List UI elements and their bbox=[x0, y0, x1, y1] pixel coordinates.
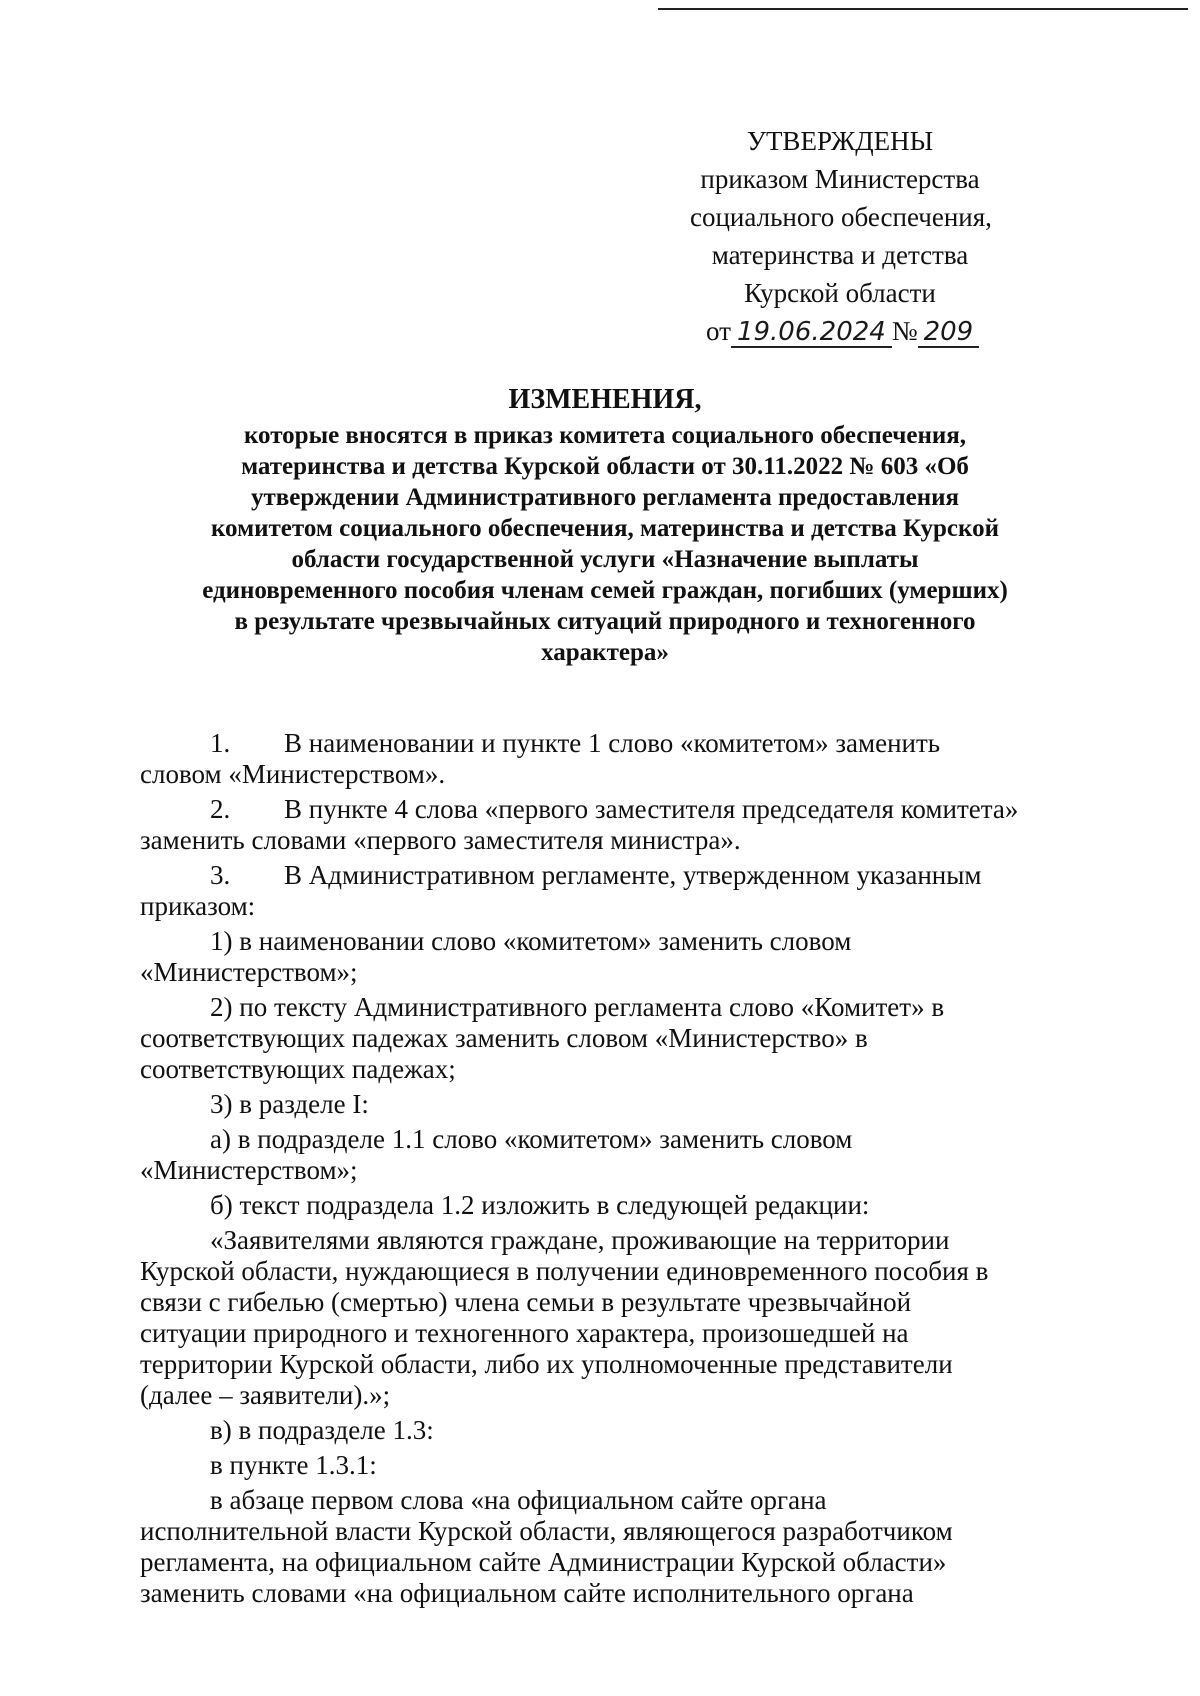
paragraph-line: в) в подразделе 1.3: bbox=[210, 1415, 434, 1445]
paragraph-line: в абзаце первом слова «на официальном сайте органа bbox=[210, 1485, 827, 1515]
title-line: единовременного пособия членам семей граждан, погибших (умерших) bbox=[202, 577, 1008, 604]
paragraph-2 bbox=[140, 794, 1060, 856]
paragraph-line: исполнительной власти Курской области, являющегося разработчиком bbox=[140, 1516, 953, 1546]
paragraph-line bbox=[140, 728, 1060, 759]
title-line: материнства и детства Курской области от 30.11.2022 № 603 «Об bbox=[241, 453, 969, 480]
paragraph-line: 1) в наименовании слово «комитетом» заменить словом bbox=[210, 926, 852, 956]
paragraph-line: связи с гибелью (смертью) члена семьи в результате чрезвычайной bbox=[140, 1287, 912, 1317]
title-line: характера» bbox=[541, 639, 669, 666]
approval-line: социального обеспечения, bbox=[690, 202, 992, 232]
approval-line: материнства и детства bbox=[711, 240, 969, 270]
paragraph-line: Курской области, нуждающиеся в получении единовременного пособия в bbox=[140, 1256, 989, 1286]
handwritten-number: 209 bbox=[918, 318, 980, 348]
approval-date-line bbox=[690, 312, 990, 350]
final-paragraph bbox=[140, 1485, 1060, 1609]
handwritten-date: 19.06.2024 bbox=[731, 318, 892, 348]
subitem-v bbox=[140, 1415, 1060, 1446]
paragraph-line: 3) в разделе I: bbox=[210, 1089, 369, 1119]
top-border-line bbox=[658, 8, 1188, 10]
paragraph-line: «Министерством»; bbox=[140, 957, 358, 987]
paragraph-number: 3. bbox=[210, 860, 231, 890]
subitem-v-point bbox=[140, 1450, 1060, 1481]
paragraph-line: словом «Министерством». bbox=[140, 759, 446, 789]
paragraph-line: регламента, на официальном сайте Администрации Курской области» bbox=[140, 1547, 947, 1577]
quoted-text bbox=[140, 1225, 1060, 1411]
subitem-a bbox=[140, 1124, 1060, 1186]
title-line: утверждении Административного регламента предоставления bbox=[250, 484, 960, 511]
paragraph-line: «Министерством»; bbox=[140, 1155, 358, 1185]
document-title bbox=[145, 380, 1065, 668]
subitem-b bbox=[140, 1190, 1060, 1221]
paragraph-number: 1. bbox=[210, 728, 231, 758]
subitem-3 bbox=[140, 1089, 1060, 1120]
title-line: которые вносятся в приказ комитета социального обеспечения, bbox=[243, 422, 967, 449]
paragraph-text: В наименовании и пункте 1 слово «комитетом» заменить bbox=[284, 728, 941, 758]
date-prefix: от bbox=[706, 316, 731, 346]
subitem-2 bbox=[140, 992, 1060, 1085]
title-line: в результате чрезвычайных ситуаций природного и техногенного bbox=[234, 608, 976, 635]
paragraph-line: ситуации природного и техногенного характера, произошедшей на bbox=[140, 1318, 909, 1348]
paragraph-line: б) текст подраздела 1.2 изложить в следующей редакции: bbox=[210, 1190, 870, 1220]
paragraph-line bbox=[140, 860, 1060, 891]
approval-line: приказом Министерства bbox=[700, 164, 980, 194]
paragraph-text: В пункте 4 слова «первого заместителя председателя комитета» bbox=[284, 794, 1019, 824]
paragraph-line bbox=[140, 794, 1060, 825]
paragraph-3 bbox=[140, 860, 1060, 922]
subitem-1 bbox=[140, 926, 1060, 988]
paragraph-line: соответствующих падежах; bbox=[140, 1054, 456, 1084]
paragraph-1 bbox=[140, 728, 1060, 790]
paragraph-line: а) в подразделе 1.1 слово «комитетом» заменить словом bbox=[210, 1124, 853, 1154]
document-body bbox=[140, 728, 1060, 1613]
title-line: комитетом социального обеспечения, материнства и детства Курской bbox=[210, 515, 999, 542]
paragraph-line: заменить словами «первого заместителя министра». bbox=[140, 825, 741, 855]
paragraph-line: территории Курской области, либо их уполномоченные представители bbox=[140, 1349, 953, 1379]
title-heading: ИЗМЕНЕНИЯ, bbox=[508, 384, 702, 415]
approval-line: УТВЕРЖДЕНЫ bbox=[746, 126, 934, 156]
paragraph-text: В Административном регламенте, утвержденном указанным bbox=[284, 860, 982, 890]
paragraph-line: (далее – заявители).»; bbox=[140, 1380, 391, 1410]
paragraph-line: в пункте 1.3.1: bbox=[210, 1450, 377, 1480]
paragraph-line: соответствующих падежах заменить словом «Министерство» в bbox=[140, 1023, 868, 1053]
paragraph-number: 2. bbox=[210, 794, 231, 824]
paragraph-line: приказом: bbox=[140, 891, 256, 921]
paragraph-line: «Заявителями являются граждане, проживающие на территории bbox=[210, 1225, 950, 1255]
approval-stamp bbox=[690, 122, 990, 350]
paragraph-line: 2) по тексту Административного регламента слово «Комитет» в bbox=[210, 992, 945, 1022]
paragraph-line: заменить словами «на официальном сайте исполнительного органа bbox=[140, 1578, 914, 1608]
approval-line: Курской области bbox=[744, 278, 936, 308]
number-sign: № bbox=[891, 316, 918, 346]
title-line: области государственной услуги «Назначение выплаты bbox=[291, 546, 919, 573]
